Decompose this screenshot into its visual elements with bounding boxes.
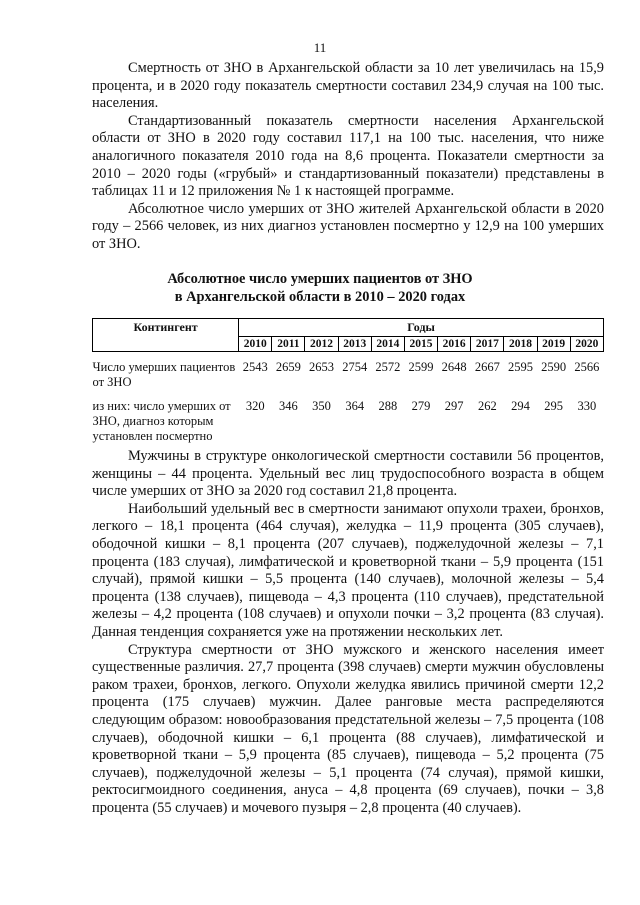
table-cell: 2754: [342, 360, 368, 374]
paragraph: Стандартизованный показатель смертности населения Архангельской области от ЗНО в 2020 году составил 117,1 на 100 тыс. населения, что ниже аналогичного показателя 2010 года на 8,6 процента. Показатели смертности за 2010 – 2020 годы («грубый» и стандартизованный показатели) представлены в таблицах 11 и 12 приложения № 1 к настоящей программе.: [92, 112, 604, 200]
table-title-line: в Архангельской области в 2010 – 2020 годах: [174, 289, 466, 305]
table-title-line: Абсолютное число умерших пациентов от ЗНО: [167, 271, 473, 287]
year-cell: 2016: [438, 337, 471, 352]
table-cell: 2543: [242, 360, 268, 374]
table-row: [93, 352, 604, 392]
year-cell: 2014: [371, 337, 404, 352]
table-cell: 346: [279, 399, 298, 413]
paragraph: Мужчины в структуре онкологической смертности составили 56 процентов, женщины – 44 процента. Удельный вес лиц трудоспособного возраста в общем числе умерших от ЗНО за 2020 год составил 21,8 процента.: [92, 448, 604, 500]
analysis-text-block: [92, 448, 604, 817]
year-cell: 2017: [471, 337, 504, 352]
table-cell: 2659: [275, 360, 301, 374]
table-cell: 295: [544, 399, 563, 413]
year-cell: 2011: [272, 337, 305, 352]
table-cell: 2590: [541, 360, 567, 374]
intro-text-block: [92, 60, 604, 254]
table-cell: 364: [345, 399, 365, 413]
table-header-row: [93, 319, 604, 337]
header-contingent: Контингент: [93, 319, 239, 352]
row-label: Число умерших пациентов от ЗНО: [92, 360, 236, 389]
table-cell: 262: [477, 399, 497, 413]
table-cell: 2572: [375, 360, 401, 374]
year-cell: 2013: [338, 337, 371, 352]
year-cell: 2010: [239, 337, 272, 352]
table-cell: 288: [378, 399, 398, 413]
year-cell: 2015: [404, 337, 437, 352]
paragraph: Наибольший удельный вес в смертности занимают опухоли трахеи, бронхов, легкого – 18,1 процента (464 случая), желудка – 11,9 процента (305 случаев), ободочной кишки – 8,1 процента (207 случаев), поджелудочной железы – 7,1 процента (183 случая), лимфатической и кроветворной ткани – 5,9 процента (151 случай), прямой кишки – 5,5 процента (140 случаев), молочной железы – 5,4 процента (138 случаев), пищевода – 4,3 процента (110 случаев), предстательной железы – 4,2 процента (108 случаев) и опухоли почки – 3,2 процента (83 случая). Данная тенденция сохраняется уже на протяжении нескольких лет.: [92, 500, 604, 640]
table-cell: 2653: [309, 360, 335, 374]
table-cell: 350: [312, 399, 331, 413]
table-cell: 320: [245, 399, 265, 413]
table-cell: 297: [444, 399, 464, 413]
paragraph: Абсолютное число умерших от ЗНО жителей Архангельской области в 2020 году – 2566 человек, из них диагноз установлен посмертно у 12,9 на 100 умерших от ЗНО.: [92, 200, 604, 252]
paragraph: Смертность от ЗНО в Архангельской области за 10 лет увеличилась на 15,9 процента, и в 2020 году показатель смертности составил 234,9 случая на 100 тыс. населения.: [92, 60, 604, 112]
year-cell: 2018: [504, 337, 537, 352]
table-cell: 2566: [574, 360, 600, 374]
table-row: [93, 391, 604, 445]
mortality-table: [92, 318, 604, 445]
table-cell: 279: [411, 399, 431, 413]
year-cell: 2020: [570, 337, 603, 352]
header-years: Годы: [239, 319, 604, 337]
year-cell: 2012: [305, 337, 338, 352]
table-cell: 2595: [507, 360, 533, 374]
year-cell: 2019: [537, 337, 570, 352]
paragraph: Структура смертности от ЗНО мужского и женского населения имеет существенные различия. 27,7 процента (398 случаев) смерти мужчин обусловлены раком трахеи, бронхов, легкого. Опухоли желудка явились причиной смерти 12,2 процента (175 случаев) мужчин. Далее ранговые места распределяются следующим образом: новообразования предстательной железы – 7,5 процента (108 случаев), ободочной кишки – 6,1 процента (88 случаев), лимфатической и кроветворной ткани – 5,9 процента (85 случаев), пищевода – 5,2 процента (75 случаев), поджелудочной железы – 5,1 процента (74 случая), прямой кишки, ректосигмоидного соединения, ануса – 4,8 процента (69 случаев), почки – 3,8 процента (55 случаев) и мочевого пузыря – 2,8 процента (40 случаев).: [92, 641, 604, 816]
table-cell: 2648: [441, 360, 467, 374]
table-title: [0, 270, 640, 306]
table-cell: 294: [511, 399, 530, 413]
table-cell: 330: [577, 399, 597, 413]
page-number: 11: [313, 40, 327, 55]
table-cell: 2667: [474, 360, 500, 374]
row-label: из них: число умерших от ЗНО, диагноз которым установлен посмертно: [92, 399, 231, 443]
table-cell: 2599: [408, 360, 434, 374]
